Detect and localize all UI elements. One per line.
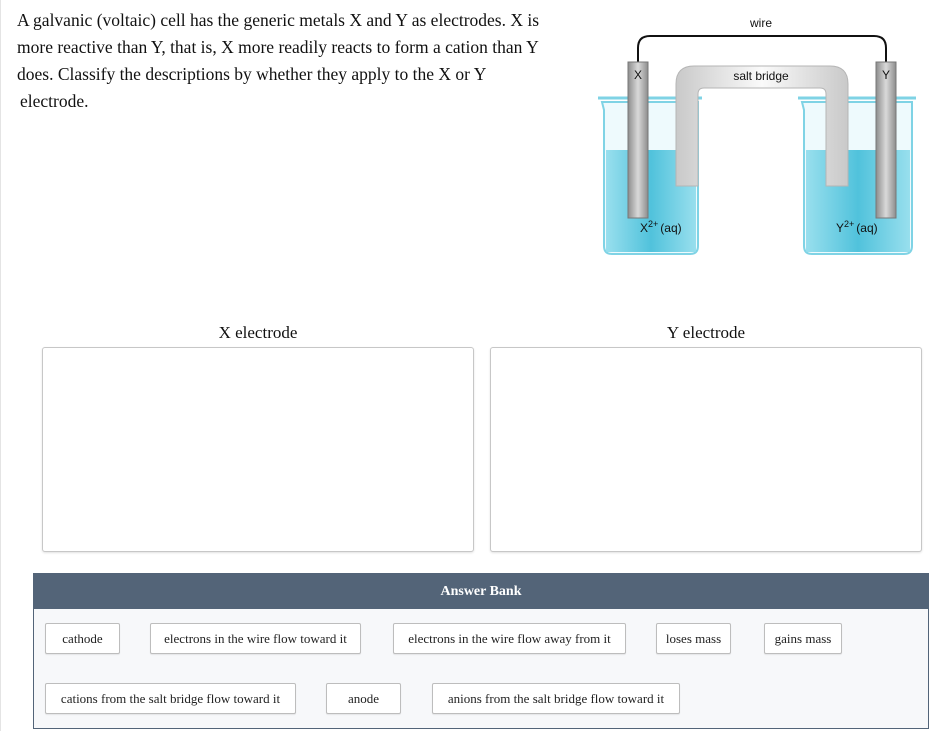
electrode-y — [876, 62, 896, 218]
answer-chip-electrons-away[interactable]: electrons in the wire flow away from it — [393, 623, 626, 654]
answer-chip-loses-mass[interactable]: loses mass — [656, 623, 731, 654]
electrode-x — [628, 62, 648, 218]
salt-bridge-label: salt bridge — [733, 69, 789, 83]
question-line: electrode. — [20, 91, 89, 111]
answer-chip-gains-mass[interactable]: gains mass — [764, 623, 842, 654]
solution-y-label: $Y^{2+}$ (aq) — [836, 219, 878, 235]
answer-chip-cathode[interactable]: cathode — [45, 623, 120, 654]
page-left-border — [0, 0, 1, 731]
question-line: A galvanic (voltaic) cell has the generic metals X and Y as electrodes. X is — [17, 10, 540, 30]
wire — [638, 36, 886, 62]
answer-bank-header: Answer Bank — [34, 574, 928, 609]
answer-chip-electrons-toward[interactable]: electrons in the wire flow toward it — [150, 623, 361, 654]
electrode-y-label: Y — [881, 68, 891, 82]
wire-label: wire — [749, 16, 773, 30]
solution-x-label: $X^{2+}$ (aq) — [640, 219, 682, 235]
x-electrode-drop-zone[interactable] — [42, 347, 474, 552]
x-electrode-title: X electrode — [218, 323, 298, 342]
question-line: more reactive than Y, that is, X more readily reacts to form a cation than Y — [17, 37, 539, 57]
answer-chip-anions-toward[interactable]: anions from the salt bridge flow toward it — [432, 683, 680, 714]
answer-chip-cations-toward[interactable]: cations from the salt bridge flow toward it — [45, 683, 296, 714]
galvanic-cell-diagram — [590, 0, 930, 260]
question-line: does. Classify the descriptions by whether they apply to the X or Y — [17, 64, 487, 84]
answer-chip-anode[interactable]: anode — [326, 683, 401, 714]
y-electrode-title: Y electrode — [666, 323, 746, 342]
question-text — [17, 7, 577, 115]
electrode-x-label: X — [633, 68, 643, 82]
y-electrode-drop-zone[interactable] — [490, 347, 922, 552]
